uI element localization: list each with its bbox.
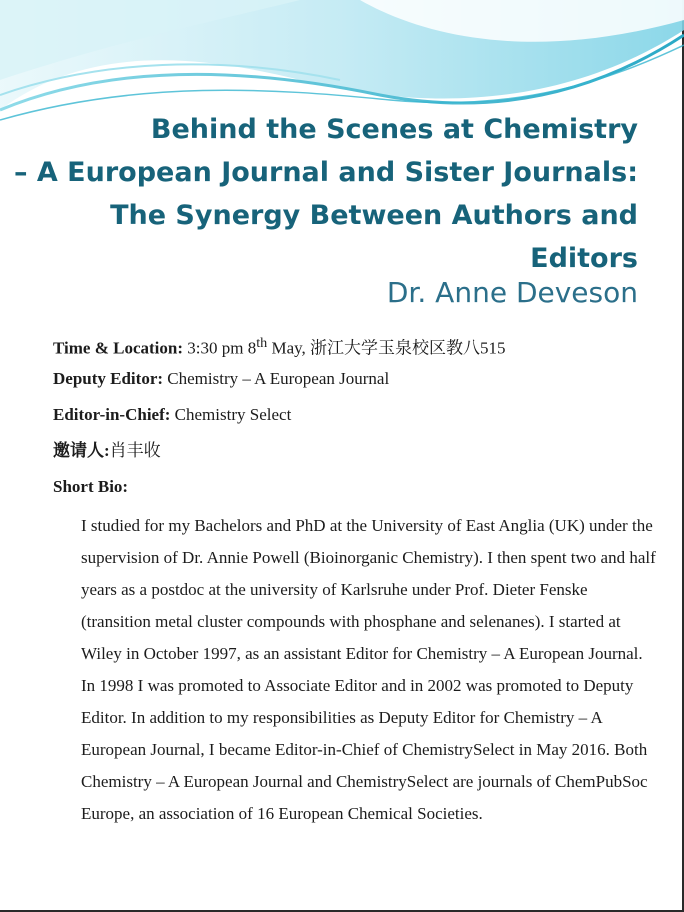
inviter-row (53, 436, 653, 472)
bio-section (81, 510, 656, 830)
short-bio-label: Short Bio: (53, 477, 129, 496)
bio-text: I studied for my Bachelors and PhD at the University of East Anglia (UK) under the supervision of Dr. Annie Powell (Bioinorganic Chemistry). I then spent two and half years as a postdoc at the university of Karlsruhe under Prof. Dieter Fenske (transition metal cluster compounds with phosphane and selenanes). I started at Wiley in October 1997, as an assistant Editor for Chemistry – A European Journal. In 1998 I was promoted to Associate Editor and in 2002 was promoted to Deputy Editor. In addition to my responsibilities as Deputy Editor for Chemistry – A European Journal, I became Editor-in-Chief of ChemistrySelect in May 2016. Both Chemistry – A European Journal and ChemistrySelect are journals of ChemPubSoc Europe, an association of 16 European Chemical Societies. (81, 516, 656, 823)
editor-in-chief-row (53, 400, 653, 436)
event-title (0, 108, 638, 280)
event-details (53, 328, 653, 508)
time-value: 3:30 pm 8 (187, 338, 257, 358)
time-location-row (53, 328, 653, 364)
time-location-label: Time & Location: (53, 338, 184, 358)
short-bio-row (53, 472, 653, 508)
inviter-value: 肖丰收 (109, 441, 161, 460)
location-value: May, 浙江大学玉泉校区教八515 (267, 338, 506, 358)
speaker-name: Dr. Anne Deveson (386, 276, 638, 309)
deputy-editor-label: Deputy Editor: (53, 369, 164, 388)
deputy-editor-row (53, 364, 653, 400)
editor-in-chief-label: Editor-in-Chief: (53, 405, 171, 424)
title-line-3: The Synergy Between Authors and Editors (110, 200, 638, 274)
title-line-1: Behind the Scenes at Chemistry (150, 114, 638, 145)
title-line-2: – A European Journal and Sister Journals: (13, 157, 638, 188)
time-ordinal: th (256, 335, 268, 351)
editor-in-chief-value: Chemistry Select (174, 405, 292, 424)
deputy-editor-value: Chemistry – A European Journal (167, 369, 390, 388)
inviter-label: 邀请人: (53, 441, 110, 460)
